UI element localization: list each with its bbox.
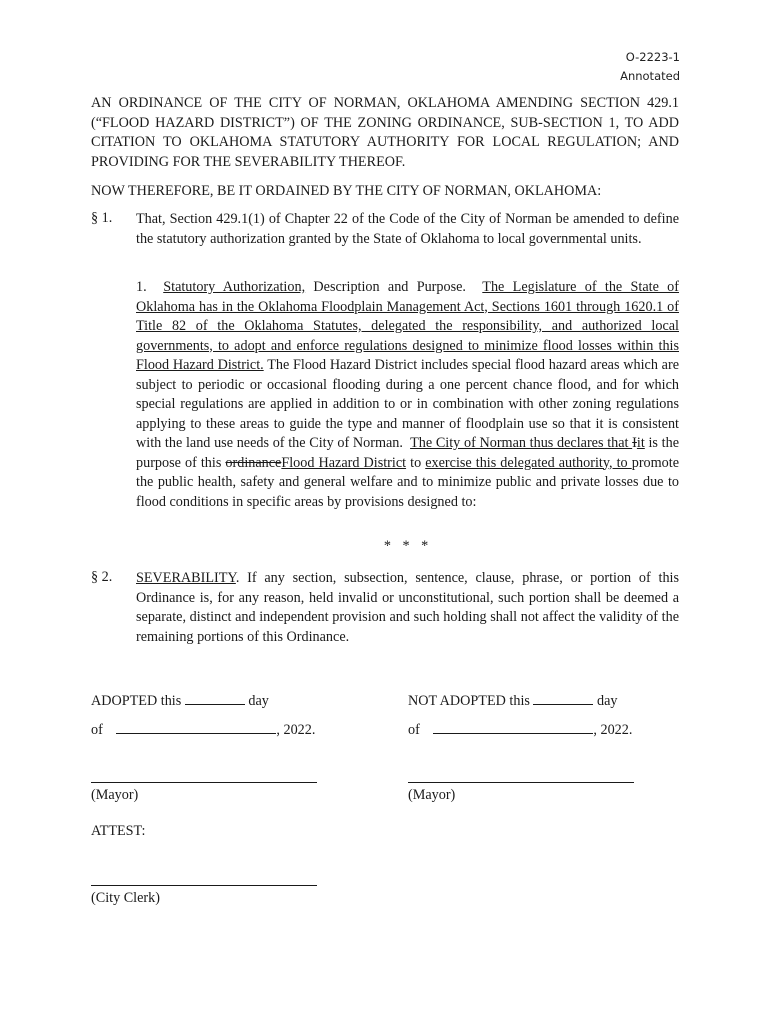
clerk-signature-line[interactable] [91, 885, 317, 886]
mayor-signature-line-right[interactable] [408, 782, 634, 783]
paragraph-number: 1. [136, 279, 147, 295]
section1-paragraph [136, 278, 679, 512]
body-text: promote the public health, safety and general welfare and to minimize public and private losses due to flood conditions in specific areas by provisions designed to: [136, 454, 679, 510]
adopted-line [91, 690, 269, 710]
attest-label: ATTEST: [91, 823, 146, 839]
adopted-day-blank[interactable] [185, 690, 245, 705]
mayor-label-right: (Mayor) [408, 787, 456, 803]
year-suffix: , 2022. [593, 722, 633, 738]
mayor-label-left: (Mayor) [91, 787, 139, 803]
preamble: NOW THEREFORE, BE IT ORDAINED BY THE CITY OF NORMAN, OKLAHOMA: [91, 183, 602, 199]
adopted-month-line [91, 719, 315, 739]
paragraph-heading-inserted: Statutory Authorization, [163, 279, 306, 295]
severability-heading: SEVERABILITY [136, 570, 236, 586]
of-label: of [91, 722, 103, 738]
adopted-label: ADOPTED this [91, 693, 182, 709]
doc-number: O-2223-1 [625, 50, 680, 64]
paragraph-heading: Description and Purpose. [305, 279, 466, 295]
not-adopted-month-line [408, 719, 632, 739]
severability-text: . If any section, subsection, sentence, clause, phrase, or portion of this Ordinance is, for any reason, held invalid or unconstitutional, such portion shall be deemed a separate, distinct and independent provision and such holding shall not affect the validity of the remaining portions of this Ordinance. [136, 570, 679, 645]
inserted-text: The Legislature of the State of Oklahoma has in the Oklahoma Floodplain Management Act, Sections 1601 through 1620.1 of Title 82 of the Oklahoma Statutes, delegated the responsibility, and authorized local governments, to adopt and enforce regulations designed to minimize flood losses within this Flood Hazard District. [136, 279, 679, 373]
city-clerk-label: (City Clerk) [91, 890, 160, 906]
of-label: of [408, 722, 420, 738]
mayor-signature-line-left[interactable] [91, 782, 317, 783]
inserted-text: Flood Hazard District [281, 454, 407, 471]
adopted-month-blank[interactable] [116, 719, 276, 734]
ordinance-title: AN ORDINANCE OF THE CITY OF NORMAN, OKLAHOMA AMENDING SECTION 429.1 (“FLOOD HAZARD DISTRICT”) OF THE ZONING ORDINANCE, SUB-SECTION 1, TO ADD CITATION TO OKLAHOMA STATUTORY AUTHORITY FOR LOCAL REGULATION; AND PROVIDING FOR THE SEVERABILITY THEREOF. [91, 95, 679, 170]
document-id [620, 48, 680, 86]
day-label: day [597, 693, 618, 709]
doc-status: Annotated [620, 69, 680, 83]
section1-intro: That, Section 429.1(1) of Chapter 22 of the Code of the City of Norman be amended to define the statutory authorization granted by the State of Oklahoma to local governmental units. [136, 211, 679, 247]
year-suffix: , 2022. [276, 722, 316, 738]
body-text: to [406, 454, 426, 471]
inserted-text: The City of Norman thus declares that [410, 435, 633, 451]
struck-text: ordinance [225, 454, 282, 471]
omission-stars: * * * [383, 538, 433, 554]
not-adopted-line [408, 690, 618, 710]
section2-body [136, 569, 679, 647]
struck-text: I [632, 435, 637, 451]
not-adopted-month-blank[interactable] [433, 719, 593, 734]
section2-number: § 2. [91, 569, 113, 585]
inserted-text: exercise this delegated authority, to [425, 454, 632, 471]
not-adopted-day-blank[interactable] [533, 690, 593, 705]
section1-number: § 1. [91, 210, 113, 226]
day-label: day [248, 693, 269, 709]
body-text: is the purpose of this [136, 435, 679, 471]
body-text: The Flood Hazard District includes special flood hazard areas which are subject to periodic or occasional flooding during a one percent chance flood, and for which special regulations are applied in addition to or in combination with other zoning regulations applying to these areas to guide the type and manner of floodplain use so that it is consistent with the land use needs of the City of Norman. [136, 357, 679, 451]
not-adopted-label: NOT ADOPTED this [408, 693, 530, 709]
inserted-text: it [636, 435, 645, 451]
